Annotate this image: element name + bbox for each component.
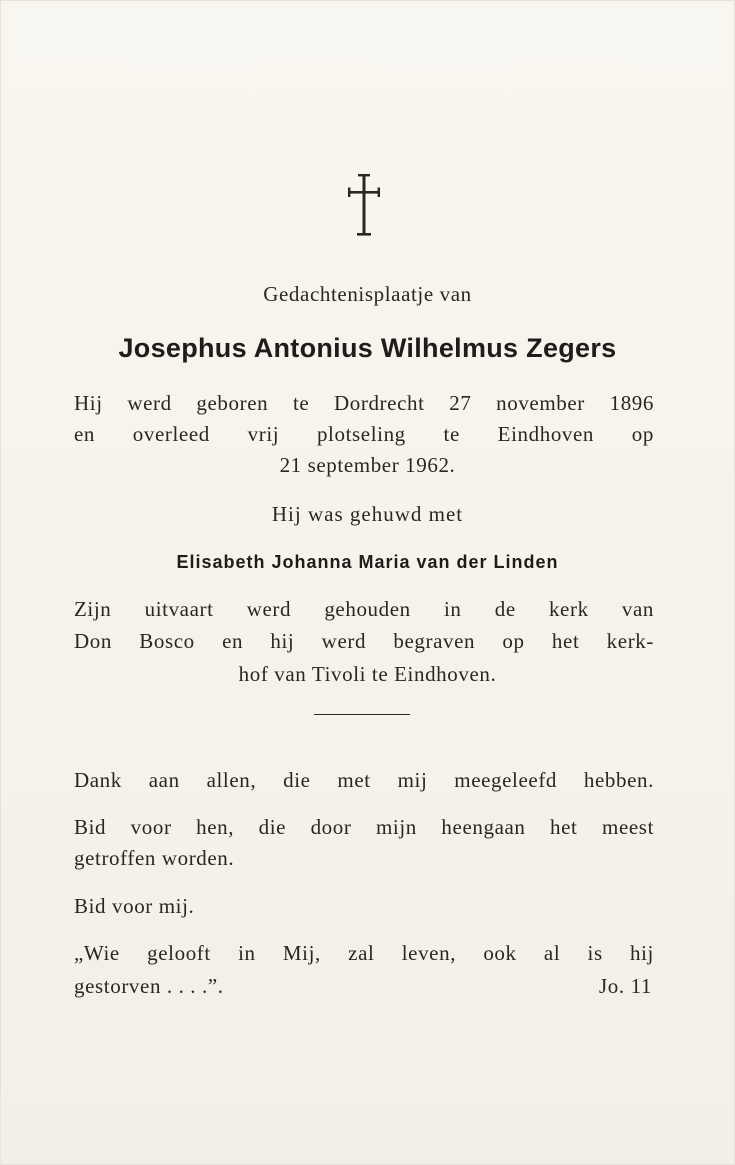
deceased-name: Josephus Antonius Wilhelmus Zegers [118, 333, 617, 363]
funeral-line-2: Don Bosco en hij werd begraven op het kerk- [74, 629, 654, 653]
card-heading: Gedachtenisplaatje van [263, 282, 472, 306]
thanks-line: Dank aan allen, die met mij meegeleefd hebben. [74, 768, 654, 792]
quote-reference: Jo. 11 [599, 974, 652, 998]
divider-rule [314, 714, 410, 715]
spouse-name: Elisabeth Johanna Maria van der Linden [176, 552, 559, 572]
quote-line-1: „Wie gelooft in Mij, zal leven, ook al is hij [74, 941, 654, 965]
quote-line-2: gestorven . . . .”. [74, 974, 224, 998]
funeral-line-3: hof van Tivoli te Eindhoven. [238, 662, 497, 686]
birth-line-2: en overleed vrij plotseling te Eindhoven op [74, 422, 654, 446]
pray-for-them-line-1: Bid voor hen, die door mijn heengaan het meest [74, 815, 654, 839]
pray-for-me-line: Bid voor mij. [74, 894, 195, 918]
birth-line-1: Hij werd geboren te Dordrecht 27 november 1896 [74, 391, 654, 415]
funeral-line-1: Zijn uitvaart werd gehouden in de kerk van [74, 597, 654, 621]
pray-for-them-line-2: getroffen worden. [74, 846, 235, 870]
married-intro: Hij was gehuwd met [271, 502, 464, 526]
cross-icon [346, 172, 382, 238]
birth-line-3: 21 september 1962. [279, 453, 456, 477]
